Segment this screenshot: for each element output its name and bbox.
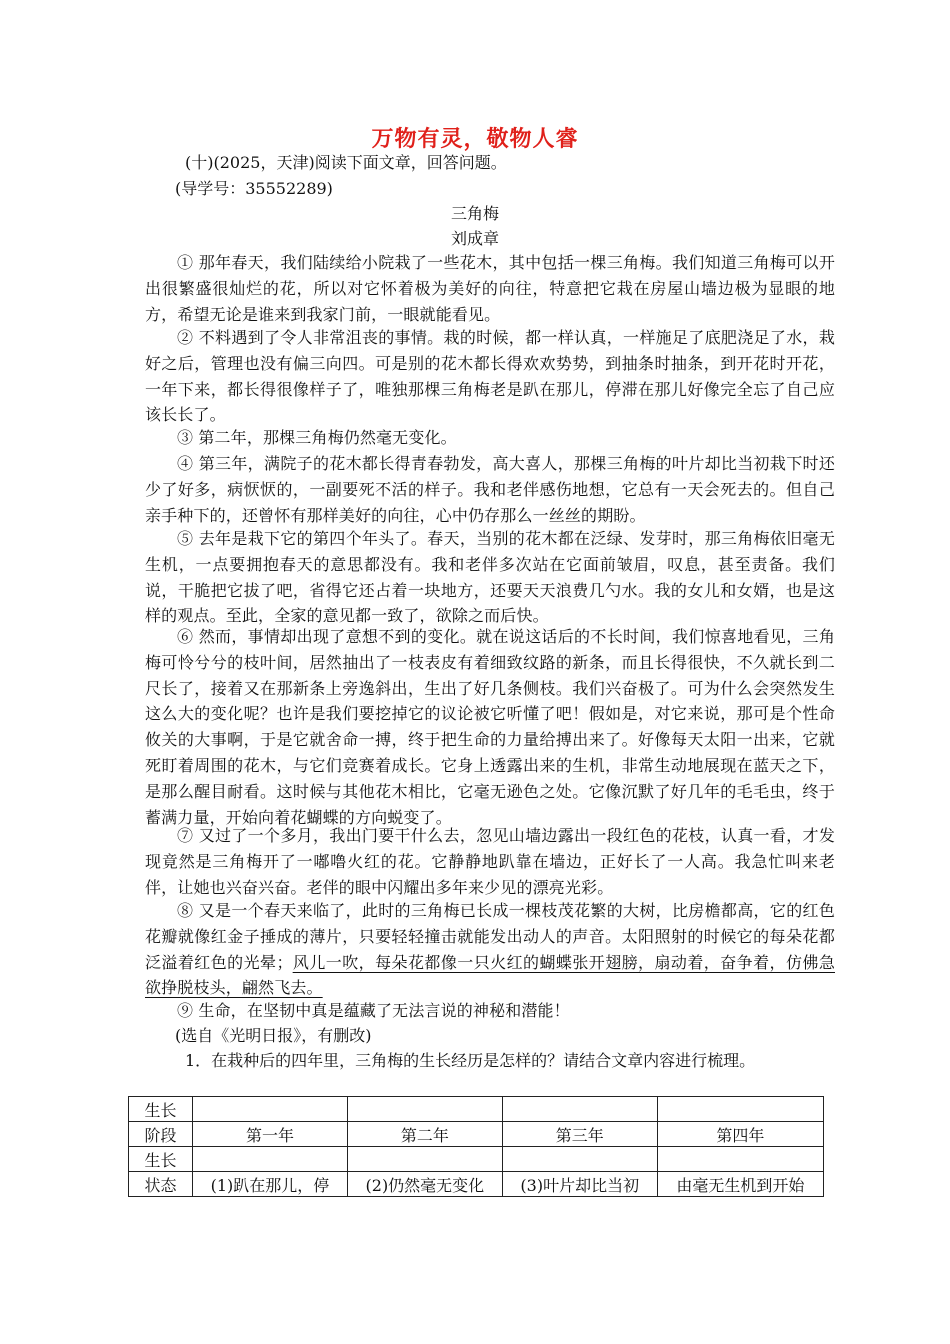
- page-title: 万物有灵，敬物人睿: [371, 127, 579, 152]
- table-cell-year: 第二年: [347, 1122, 502, 1147]
- article-title: 三角梅: [450, 204, 499, 223]
- table-cell-blank: [193, 1147, 348, 1172]
- table-row: [129, 1172, 824, 1197]
- paragraph-8: [145, 898, 835, 1001]
- paragraph-1: ① 那年春天，我们陆续给小院栽了一些花木，其中包括一棵三角梅。我们知道三角梅可以开出很繁盛很灿烂的花，所以对它怀着极为美好的向往，特意把它栽在房屋山墙边极为显眼的地方，希望无论是谁来到我家门前，一眼就能看见。: [145, 253, 835, 324]
- table-cell-year: 第三年: [502, 1122, 657, 1147]
- paragraph-6: ⑥ 然而，事情却出现了意想不到的变化。就在说这话后的不长时间，我们惊喜地看见，三角梅可怜兮兮的枝叶间，居然抽出了一枝表皮有着细致纹路的新条，而且长得很快，不久就长到二尺长了，接着又在那新条上旁逸斜出，生出了好几条侧枝。我们兴奋极了。可为什么会突然发生这么大的变化呢？也许是我们要挖掉它的议论被它听懂了吧！假如是，对它来说，那可是个性命攸关的大事啊，于是它就舍命一搏，终于把生命的力量给搏出来了。好像每天太阳一出来，它就死盯着周围的花木，与它们竞赛着成长。它身上透露出来的生机，非常生动地展现在蓝天之下，是那么醒目耐看。这时候与其他花木相比，它毫无逊色之处。它像沉默了好几年的毛毛虫，终于蓄满力量，开始向着花蝴蝶的方向蜕变了。: [145, 627, 835, 827]
- guide-number: (导学号：35552289): [175, 179, 333, 198]
- table-cell-year: 第四年: [657, 1122, 823, 1147]
- table-cell-blank: [502, 1147, 657, 1172]
- table-cell-state: (1)趴在那儿，停: [193, 1172, 348, 1197]
- underlined-sentence: 风儿一吹，每朵花都像一只火红的蝴蝶张开翅膀，扇动着，奋争着，仿佛急欲挣脱枝头，翩然飞去。: [145, 952, 835, 998]
- table-cell-year: 第一年: [193, 1122, 348, 1147]
- table-cell-blank: [657, 1097, 823, 1122]
- table-row: [129, 1122, 824, 1147]
- table-cell-state: (3)叶片却比当初: [502, 1172, 657, 1197]
- table-row: [129, 1147, 824, 1172]
- table-row: [129, 1097, 824, 1122]
- table-cell-state: 由毫无生机到开始: [657, 1172, 823, 1197]
- table-cell: 生长: [129, 1147, 193, 1172]
- question-1: 1．在栽种后的四年里，三角梅的生长经历是怎样的？请结合文章内容进行梳理。: [185, 1051, 756, 1070]
- table-cell: 状态: [129, 1172, 193, 1197]
- paragraph-2: ② 不料遇到了令人非常沮丧的事情。栽的时候，都一样认真，一样施足了底肥浇足了水，栽好之后，管理也没有偏三向四。可是别的花木都长得欢欢势势，到抽条时抽条，到开花时开花，一年下来，都长得很像样子了，唯独那棵三角梅老是趴在那儿，停滞在那儿好像完全忘了自己应该长长了。: [145, 328, 835, 425]
- source-note: (选自《光明日报》，有删改): [175, 1026, 372, 1045]
- paragraph-4: ④ 第三年，满院子的花木都长得青春勃发，高大喜人，那棵三角梅的叶片却比当初栽下时还少了好多，病恹恹的，一副要死不活的样子。我和老伴感伤地想，它总有一天会死去的。但自己亲手种下的，还曾怀有那样美好的向往，心中仍存那么一丝丝的期盼。: [145, 454, 835, 525]
- table-cell-state: (2)仍然毫无变化: [347, 1172, 502, 1197]
- table-cell-blank: [347, 1097, 502, 1122]
- table-cell: 阶段: [129, 1122, 193, 1147]
- paragraph-5: ⑤ 去年是栽下它的第四个年头了。春天，当别的花木都在泛绿、发芽时，那三角梅依旧毫无生机，一点要拥抱春天的意思都没有。我和老伴多次站在它面前皱眉，叹息，甚至责备。我们说，干脆把它拔了吧，省得它还占着一块地方，还要天天浪费几勺水。我的女儿和女婿，也是这样的观点。至此，全家的意见都一致了，欲除之而后快。: [145, 529, 835, 626]
- article-author: 刘成章: [450, 229, 499, 248]
- exercise-intro: (十)(2025，天津)阅读下面文章，回答问题。: [185, 153, 507, 172]
- table-cell-blank: [657, 1147, 823, 1172]
- growth-table: [128, 1096, 824, 1197]
- table-cell: 生长: [129, 1097, 193, 1122]
- table-cell-blank: [502, 1097, 657, 1122]
- table-cell-blank: [193, 1097, 348, 1122]
- paragraph-8-text: ⑧ 又是一个春天来临了，此时的三角梅已长成一棵枝茂花繁的大树，比房檐都高，它的红色花瓣就像红金子捶成的薄片，只要轻轻撞击就能发出动人的声音。太阳照射的时候它的每朵花都泛溢着红色的光晕；: [145, 901, 835, 972]
- table-cell-blank: [347, 1147, 502, 1172]
- paragraph-3: ③ 第二年，那棵三角梅仍然毫无变化。: [177, 428, 457, 447]
- paragraph-7: ⑦ 又过了一个多月，我出门要干什么去，忽见山墙边露出一段红色的花枝，认真一看，才发现竟然是三角梅开了一嘟噜火红的花。它静静地趴靠在墙边，正好长了一人高。我急忙叫来老伴，让她也兴奋兴奋。老伴的眼中闪耀出多年来少见的漂亮光彩。: [145, 826, 835, 897]
- paragraph-9: ⑨ 生命，在坚韧中真是蕴藏了无法言说的神秘和潜能！: [177, 1001, 570, 1020]
